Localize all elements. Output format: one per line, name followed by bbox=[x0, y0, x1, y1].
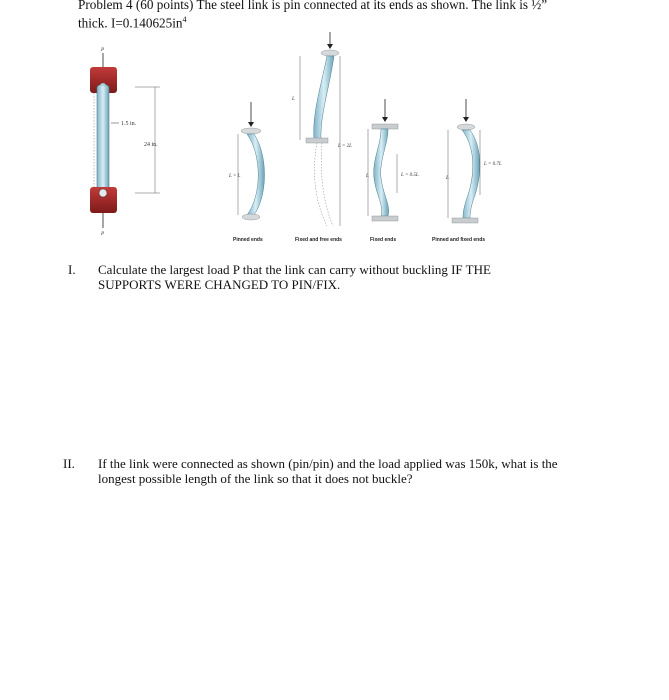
load-label-bottom: P bbox=[101, 232, 105, 237]
question-2-text: If the link were connected as shown (pin/pin) and the load applied was 150k, what is the longest possible length of the link so that it does not buckle? bbox=[98, 456, 558, 486]
case-pinned-ends bbox=[228, 102, 265, 243]
case1-length-label: L = L bbox=[229, 174, 241, 179]
case2-eff-label: L = 2L bbox=[338, 144, 352, 149]
case4-eff-label: L = 0.7L bbox=[484, 162, 502, 167]
question-1-number: I. bbox=[68, 262, 76, 277]
case3-caption: Fixed ends bbox=[370, 237, 397, 243]
case-fixed-free-ends bbox=[291, 32, 352, 243]
header-line1: Problem 4 (60 points) The steel link is pin connected at its ends as shown. The link is bbox=[78, 0, 532, 12]
thickness-value: ½” bbox=[531, 0, 548, 12]
exponent: 4 bbox=[182, 15, 187, 24]
question-2-number: II. bbox=[63, 456, 75, 471]
case-pinned-fixed-ends bbox=[432, 99, 502, 243]
case1-caption: Pinned ends bbox=[233, 237, 263, 243]
case-fixed-ends bbox=[365, 99, 419, 243]
question-1-text: Calculate the largest load P that the link can carry without buckling IF THE SUPPORTS WERE CHANGED TO PIN/FIX. bbox=[98, 262, 491, 292]
link-bar bbox=[97, 85, 109, 195]
length-label: 24 in. bbox=[144, 142, 158, 148]
case2-length-label: L bbox=[292, 97, 295, 102]
problem-header bbox=[78, 0, 638, 30]
case3-eff-label: L = 0.5L bbox=[401, 173, 419, 178]
case4-length-label: L bbox=[446, 176, 449, 181]
load-label-top: P bbox=[101, 48, 105, 53]
column-figure-svg bbox=[0, 30, 669, 255]
bottom-pin-icon bbox=[99, 189, 107, 197]
case2-caption: Fixed and free ends bbox=[295, 237, 342, 243]
steel-link-diagram bbox=[90, 48, 160, 237]
case3-length-label: L bbox=[366, 174, 369, 179]
header-line2: thick. I=0.140625in bbox=[78, 15, 183, 31]
column-figure bbox=[0, 30, 669, 255]
case4-caption: Pinned and fixed ends bbox=[432, 237, 486, 243]
width-label: 1.5 in. bbox=[121, 121, 137, 127]
